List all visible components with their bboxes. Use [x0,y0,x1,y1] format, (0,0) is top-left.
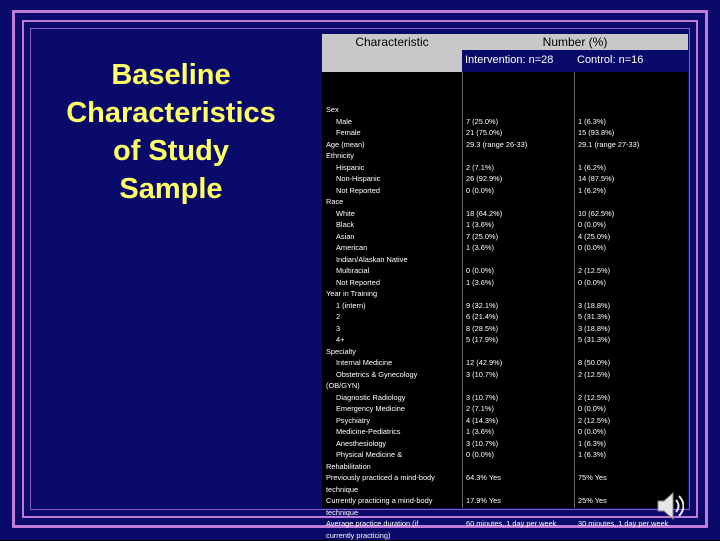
subheader-control: Control: n=16 [577,54,643,66]
row-label: currently practicing) [326,530,390,541]
row-label: Obstetrics & Gynecology [336,369,417,381]
intervention-value: 29.3 (range 26-33) [466,139,527,151]
row-label: Previously practiced a mind-body [326,472,435,484]
control-value: 1 (6.3%) [578,438,606,450]
row-label: Emergency Medicine [336,403,405,415]
column-divider [574,72,575,508]
control-value: 1 (6.3%) [578,116,606,128]
row-label: 4+ [336,334,344,346]
row-label: Ethnicity [326,150,354,162]
intervention-value: 17.9% Yes [466,495,501,507]
intervention-value: 18 (64.2%) [466,208,502,220]
row-label: Non-Hispanic [336,173,380,185]
control-value: 75% Yes [578,472,607,484]
title-line: Characteristics [36,94,306,132]
intervention-value: 21 (75.0%) [466,127,502,139]
control-value: 29.1 (range 27-33) [578,139,639,151]
control-value: 2 (12.5%) [578,392,610,404]
control-value: 0 (0.0%) [578,242,606,254]
row-label: Psychiatry [336,415,370,427]
control-value: 3 (18.8%) [578,300,610,312]
row-label: Internal Medicine [336,357,392,369]
row-label: Anesthesiology [336,438,386,450]
row-label: Indian/Alaskan Native [336,254,408,266]
row-label: 3 [336,323,340,335]
row-label: White [336,208,355,220]
control-value: 0 (0.0%) [578,277,606,289]
row-label: 2 [336,311,340,323]
control-value: 5 (31.3%) [578,311,610,323]
intervention-value: 3 (10.7%) [466,438,498,450]
row-label: Asian [336,231,355,243]
control-value: 4 (25.0%) [578,231,610,243]
intervention-value: 1 (3.6%) [466,219,494,231]
row-label: Average practice duration (if [326,518,418,530]
control-value: 1 (6.2%) [578,162,606,174]
control-value: 0 (0.0%) [578,219,606,231]
intervention-value: 3 (10.7%) [466,392,498,404]
control-value: 2 (12.5%) [578,369,610,381]
row-label: Age (mean) [326,139,365,151]
intervention-value: 6 (21.4%) [466,311,498,323]
intervention-value: 3 (10.7%) [466,369,498,381]
header-characteristic: Characteristic [322,34,462,50]
row-label: technique [326,507,358,519]
intervention-value: 60 minutes, 1 day per week [466,518,556,530]
control-value: 3 (18.8%) [578,323,610,335]
row-label: Rehabilitation [326,461,371,473]
title-line: Baseline [36,56,306,94]
row-label: Diagnostic Radiology [336,392,405,404]
intervention-value: 2 (7.1%) [466,162,494,174]
intervention-value: 5 (17.9%) [466,334,498,346]
slide-title [36,56,306,208]
row-label: American [336,242,367,254]
row-label: Not Reported [336,277,380,289]
row-label: Multiracial [336,265,369,277]
control-value: 1 (6.2%) [578,185,606,197]
title-line: Sample [36,170,306,208]
row-label: Race [326,196,343,208]
row-label: Female [336,127,361,139]
intervention-value: 0 (0.0%) [466,265,494,277]
intervention-value: 8 (28.5%) [466,323,498,335]
control-value: 8 (50.0%) [578,357,610,369]
intervention-value: 26 (92.9%) [466,173,502,185]
row-label: 1 (intern) [336,300,366,312]
subheader-blank [322,50,462,72]
control-value: 14 (87.5%) [578,173,614,185]
row-label: technique [326,484,358,496]
control-value: 10 (62.5%) [578,208,614,220]
row-label: Medicine-Pediatrics [336,426,401,438]
intervention-value: 9 (32.1%) [466,300,498,312]
row-label: Not Reported [336,185,380,197]
speaker-icon[interactable] [656,490,684,522]
subheader-intervention: Intervention: n=28 [465,54,553,66]
row-label: Hispanic [336,162,364,174]
column-divider [462,72,463,508]
row-label: Black [336,219,354,231]
control-value: 15 (93.8%) [578,127,614,139]
header-number: Number (%) [462,34,688,50]
intervention-value: 4 (14.3%) [466,415,498,427]
row-label: Year in Training [326,288,377,300]
row-label: Male [336,116,352,128]
row-label: Physical Medicine & [336,449,402,461]
title-line: of Study [36,132,306,170]
intervention-value: 12 (42.9%) [466,357,502,369]
control-value: 2 (12.5%) [578,415,610,427]
table-header [322,34,688,50]
row-label: Specialty [326,346,356,358]
control-value: 0 (0.0%) [578,403,606,415]
intervention-value: 64.3% Yes [466,472,501,484]
intervention-value: 1 (3.6%) [466,242,494,254]
intervention-value: 7 (25.0%) [466,231,498,243]
control-value: 30 minutes, 1 day per week [578,518,668,530]
intervention-value: 2 (7.1%) [466,403,494,415]
row-label: (OB/GYN) [326,380,360,392]
row-label: Currently practicing a mind-body [326,495,432,507]
intervention-value: 0 (0.0%) [466,185,494,197]
control-value: 1 (6.3%) [578,449,606,461]
control-value: 25% Yes [578,495,607,507]
row-label: Sex [326,104,339,116]
control-value: 0 (0.0%) [578,426,606,438]
intervention-value: 0 (0.0%) [466,449,494,461]
control-value: 5 (31.3%) [578,334,610,346]
characteristics-table [322,34,688,508]
table-subheader [322,50,688,72]
intervention-value: 1 (3.6%) [466,426,494,438]
table-body [322,72,688,508]
control-value: 2 (12.5%) [578,265,610,277]
intervention-value: 7 (25.0%) [466,116,498,128]
intervention-value: 1 (3.6%) [466,277,494,289]
